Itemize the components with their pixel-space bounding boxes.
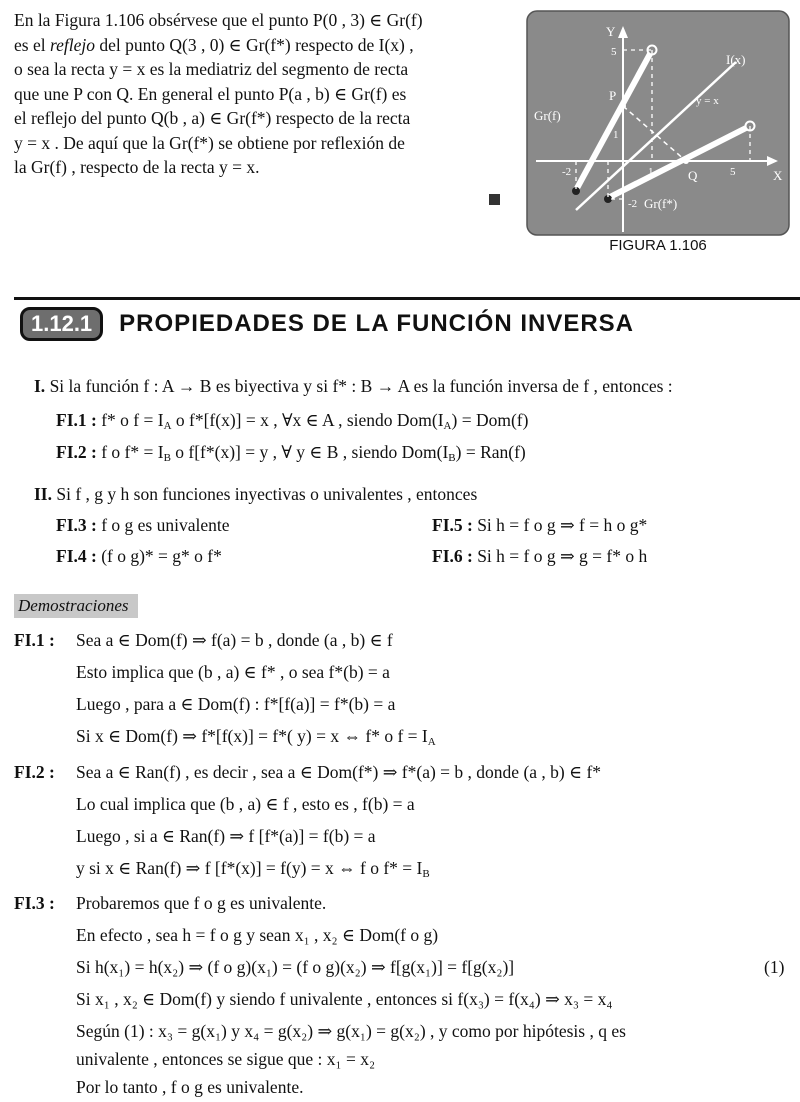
- intro-text: del punto Q(3 , 0) ∈ Gr(f*) respecto de I(x) ,: [95, 34, 414, 55]
- gr-f-inverse-label: Gr(f*): [644, 196, 678, 211]
- figure-caption: FIGURA 1.106: [609, 237, 707, 254]
- intro-line: En la Figura 1.106 obsérvese que el punto P(0 , 3) ∈ Gr(f): [14, 10, 423, 30]
- intro-line: [14, 33, 514, 58]
- intro-emphasis: reflejo: [49, 34, 96, 55]
- gr-f-label: Gr(f): [534, 108, 561, 123]
- proof-line: [76, 856, 430, 880]
- section-title: PROPIEDADES DE LA FUNCIÓN INVERSA: [119, 310, 634, 337]
- proof-label: FI.2 :: [14, 762, 55, 782]
- proof-line: Según (1) : x₃ = g(x₁) y x₄ = g(x₂) ⇒ g(x₁) = g(x₂) , y como por hipótesis , q es: [76, 1021, 626, 1041]
- proof-line: Luego , si a ∈ Ran(f) ⇒ f [f*(a)] = f(b) = a: [76, 826, 376, 846]
- property-formula: Si h = f o g ⇒ f = h o g*: [477, 515, 648, 535]
- property-fi3: [56, 513, 230, 537]
- part-1-statement: [34, 374, 673, 398]
- x-axis-label: X: [773, 168, 783, 183]
- proof-text: Si x ∈ Dom(f) ⇒ f*[f(x)] = f*( y) = x ⇔ f* o f = I: [76, 726, 428, 746]
- proof-line: Sea a ∈ Dom(f) ⇒ f(a) = b , donde (a , b) ∈ f: [76, 630, 393, 650]
- x-tick-label: 5: [730, 166, 736, 178]
- subscript: B: [422, 868, 430, 880]
- proof-line: Esto implica que (b , a) ∈ f* , o sea f*(b) = a: [76, 662, 390, 682]
- section-number: 1.12.1: [20, 307, 103, 341]
- end-of-example-icon: [489, 194, 500, 205]
- property-label: FI.5 :: [432, 515, 473, 535]
- proof-line: Por lo tanto , f o g es univalente.: [76, 1077, 304, 1097]
- y-tick-label: 1: [613, 129, 619, 141]
- proof-line: [76, 724, 436, 748]
- intro-line: [14, 155, 514, 180]
- property-formula: f o f* = I: [101, 442, 164, 462]
- intro-paragraph: [14, 8, 514, 180]
- proof-label: FI.1 :: [14, 630, 55, 650]
- property-formula: f o g es univalente: [101, 515, 230, 535]
- property-label: FI.4 :: [56, 546, 97, 566]
- property-formula: o f*[f(x)] = x , ∀x ∈ A , siendo Dom(I: [171, 410, 444, 430]
- y-tick-label: -2: [628, 198, 638, 210]
- property-label: FI.1 :: [56, 410, 97, 430]
- intro-text: la Gr(f) , respecto de la recta y = x.: [14, 157, 260, 177]
- proof-text: y si x ∈ Ran(f) ⇒ f [f*(x)] = f(y) = x ⇔ f o f* = I: [76, 858, 423, 878]
- identity-label: I(x): [726, 52, 746, 67]
- property-label: FI.2 :: [56, 442, 97, 462]
- proof-line: Si h(x₁) = h(x₂) ⇒ (f o g)(x₁) = (f o g)(x₂) ⇒ f[g(x₁)] = f[g(x₂)]: [76, 957, 515, 977]
- proof-line: Luego , para a ∈ Dom(f) : f*[f(a)] = f*(b) = a: [76, 694, 396, 714]
- proof-line: univalente , entonces se sigue que : x₁ = x₂: [76, 1049, 376, 1069]
- proof-label: FI.3 :: [14, 893, 55, 913]
- subscript: B: [448, 452, 456, 464]
- proof-fi1-label: [14, 628, 55, 652]
- property-fi6: [432, 544, 647, 568]
- subscript: A: [443, 420, 452, 432]
- x-tick-label: 1: [648, 166, 654, 178]
- y-tick-label: 5: [611, 46, 617, 58]
- part-1-number: I.: [34, 376, 46, 396]
- intro-line: el reflejo del punto Q(b , a) ∈ Gr(f*) respecto de la recta: [14, 108, 411, 128]
- identity-equation-label: y = x: [696, 95, 719, 107]
- property-formula: o f[f*(x)] = y , ∀ y ∈ B , siendo Dom(I: [170, 442, 449, 462]
- proof-line: Lo cual implica que (b , a) ∈ f , esto es , f(b) = a: [76, 794, 415, 814]
- intro-line: y = x . De aquí que la Gr(f*) se obtiene por reflexión de: [14, 132, 405, 153]
- property-formula: ) = Dom(f): [451, 410, 529, 430]
- property-fi5: [432, 513, 647, 537]
- section-header: [20, 307, 634, 341]
- demonstrations-heading: Demostraciones: [14, 594, 138, 618]
- property-formula: Si h = f o g ⇒ g = f* o h: [477, 546, 648, 566]
- part-2-text: Si f , g y h son funciones inyectivas o univalentes , entonces: [56, 484, 478, 504]
- property-fi2: [56, 440, 526, 464]
- proof-line: En efecto , sea h = f o g y sean x₁ , x₂ ∈ Dom(f o g): [76, 925, 439, 945]
- part-2-statement: [34, 482, 477, 506]
- proof-line: Probaremos que f o g es univalente.: [76, 893, 327, 913]
- figure-1-106: [526, 10, 790, 236]
- equation-number: (1): [764, 957, 785, 977]
- intro-line: o sea la recta y = x es la mediatriz del segmento de recta: [14, 59, 409, 79]
- property-label: FI.3 :: [56, 515, 97, 535]
- x-tick-label: -2: [562, 166, 572, 178]
- property-formula: ) = Ran(f): [455, 442, 526, 462]
- intro-text: es el: [14, 34, 50, 55]
- proof-line: Sea a ∈ Ran(f) , es decir , sea a ∈ Dom(f*) ⇒ f*(a) = b , donde (a , b) ∈ f*: [76, 762, 602, 782]
- intro-line: que une P con Q. En general el punto P(a , b) ∈ Gr(f) es: [14, 83, 407, 104]
- property-formula: (f o g)* = g* o f*: [101, 546, 222, 566]
- point-q-label: Q: [688, 168, 698, 183]
- property-formula: f* o f = I: [101, 410, 164, 430]
- y-axis-label: Y: [606, 24, 616, 39]
- subscript: B: [163, 452, 171, 464]
- proof-line: Si x₁ , x₂ ∈ Dom(f) y siendo f univalente , entonces si f(x₃) = f(x₄) ⇒ x₃ = x₄: [76, 989, 613, 1009]
- point-q: [683, 158, 689, 164]
- section-rule: [14, 297, 800, 300]
- subscript: A: [427, 736, 436, 748]
- property-fi1: [56, 408, 528, 432]
- property-fi4: [56, 544, 222, 568]
- proof-fi3-label: [14, 891, 55, 915]
- subscript: A: [163, 420, 172, 432]
- point-p-label: P: [609, 88, 617, 103]
- proof-fi2-label: [14, 760, 55, 784]
- part-1-text: Si la función f : A → B es biyectiva y si f* : B → A es la función inversa de f , entonces :: [49, 376, 673, 396]
- property-label: FI.6 :: [432, 546, 473, 566]
- part-2-number: II.: [34, 484, 52, 504]
- point-p: [620, 103, 626, 109]
